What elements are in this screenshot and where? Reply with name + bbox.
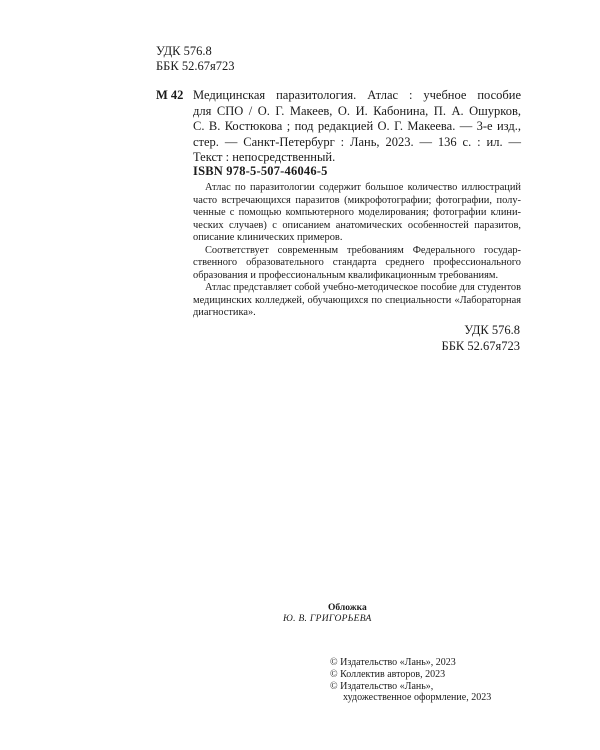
entry-line: Медицинская паразитология. Атлас : учебное пособие xyxy=(193,88,521,102)
abstract-line: Атлас представляет собой учебно-методическое пособие для студентов xyxy=(205,282,521,293)
udk-code: УДК 576.8 xyxy=(464,323,520,337)
entry-line: для СПО / О. Г. Макеев, О. И. Кабонина, П. А. Ошурков, xyxy=(193,103,521,118)
abstract-line: описание клинических примеров. xyxy=(193,232,343,243)
abstract-line: часто встречающихся паразитов (микрофотографии; фотографии, полу- xyxy=(193,194,521,206)
abstract-line: диагностика». xyxy=(193,307,256,318)
author-mark: М 42 xyxy=(156,88,184,102)
classification-top xyxy=(156,44,234,74)
udk-code: УДК 576.8 xyxy=(156,44,212,58)
abstract xyxy=(193,182,521,320)
classification-right xyxy=(442,322,520,354)
bbk-code: ББК 52.67я723 xyxy=(156,59,235,73)
bibliographic-entry xyxy=(193,88,521,166)
bbk-code: ББК 52.67я723 xyxy=(441,339,520,353)
copyright-line: © Издательство «Лань», 2023 xyxy=(330,657,456,668)
entry-line: стер. — Санкт-Петербург : Лань, 2023. — 136 с. : ил. — xyxy=(193,134,521,149)
abstract-line: ственного образовательного стандарта среднего профессионального xyxy=(193,257,521,268)
isbn: ISBN 978-5-507-46046-5 xyxy=(193,164,328,178)
abstract-line: медицинских колледжей, обучающихся по специальности «Лабораторная xyxy=(193,294,521,306)
copyright-line: © Коллектив авторов, 2023 xyxy=(330,668,446,680)
copyright-line: © Издательство «Лань», xyxy=(330,680,434,692)
abstract-line: Атлас по паразитологии содержит большое количество иллюстраций xyxy=(205,182,521,193)
entry-line: Текст : непосредственный. xyxy=(193,150,336,164)
copyright-block xyxy=(330,657,491,704)
cover-designer: Ю. В. ГРИГОРЬЕВА xyxy=(283,614,372,624)
copyright-line: художественное оформление, 2023 xyxy=(343,692,492,704)
abstract-line: ческих случаев) с описанием анатомических особенностей паразитов, xyxy=(193,219,521,231)
abstract-line: ченные с помощью компьютерного моделирования; фотографии клини- xyxy=(193,207,521,218)
abstract-line: образования и профессиональным квалификационным требованиям. xyxy=(193,269,499,281)
abstract-line: Соответствует современным требованиям Федерального государ- xyxy=(205,244,521,256)
cover-label: Обложка xyxy=(328,603,367,613)
entry-line: С. В. Костюкова ; под редакцией О. Г. Макеева. — 3-е изд., xyxy=(193,119,521,133)
